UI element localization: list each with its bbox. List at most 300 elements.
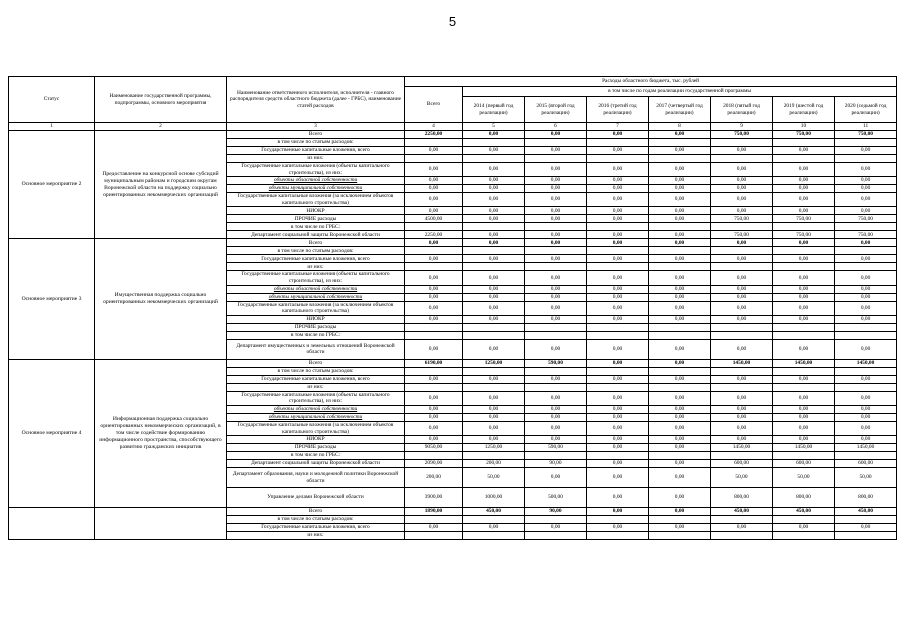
value-cell: 90,00	[525, 460, 587, 468]
value-cell: 0,00	[525, 131, 587, 139]
value-cell: 0,00	[525, 215, 587, 223]
value-cell: 0,00	[463, 301, 525, 315]
expense-label-cell: Всего	[227, 239, 405, 247]
value-cell: 750,00	[711, 215, 773, 223]
value-cell: 0,00	[835, 193, 897, 207]
value-cell: 50,00	[463, 468, 525, 488]
value-cell: 0,00	[711, 239, 773, 247]
value-cell: 450,00	[773, 508, 835, 516]
value-cell: 0,00	[649, 271, 711, 285]
value-cell: 0,00	[463, 177, 525, 185]
value-cell	[773, 155, 835, 163]
value-cell: 0,00	[587, 147, 649, 155]
value-cell: 0,00	[649, 315, 711, 323]
expense-label-cell: НИОКР	[227, 207, 405, 215]
value-cell: 0,00	[649, 468, 711, 488]
value-cell: 0,00	[463, 193, 525, 207]
expense-label-cell: объекты муниципальной собственности	[227, 185, 405, 193]
value-cell: 0,00	[711, 375, 773, 383]
header-total: Всего	[405, 87, 463, 123]
value-cell: 0,00	[711, 177, 773, 185]
value-cell	[463, 452, 525, 460]
column-number: 11	[835, 123, 897, 131]
column-number: 7	[587, 123, 649, 131]
value-cell	[463, 155, 525, 163]
value-cell	[405, 367, 463, 375]
value-cell: 0,00	[773, 147, 835, 155]
value-cell: 1250,00	[463, 359, 525, 367]
value-cell	[525, 247, 587, 255]
value-cell: 0,00	[711, 391, 773, 405]
value-cell: 0,00	[525, 285, 587, 293]
value-cell: 0,00	[773, 193, 835, 207]
value-cell	[773, 139, 835, 147]
value-cell: 0,00	[525, 436, 587, 444]
value-cell	[711, 139, 773, 147]
value-cell	[463, 367, 525, 375]
value-cell: 0,00	[649, 293, 711, 301]
status-cell	[9, 508, 95, 540]
value-cell: 0,00	[587, 177, 649, 185]
value-cell	[405, 323, 463, 331]
value-cell: 0,00	[649, 239, 711, 247]
value-cell	[405, 452, 463, 460]
value-cell	[587, 516, 649, 524]
value-cell: 0,00	[587, 524, 649, 532]
value-cell	[649, 155, 711, 163]
value-cell: 0,00	[711, 163, 773, 177]
value-cell: 0,00	[649, 163, 711, 177]
value-cell: 600,00	[711, 460, 773, 468]
value-cell: 0,00	[587, 468, 649, 488]
value-cell: 0,00	[711, 193, 773, 207]
value-cell: 0,00	[835, 391, 897, 405]
value-cell: 0,00	[525, 147, 587, 155]
value-cell	[711, 383, 773, 391]
value-cell: 0,00	[649, 405, 711, 413]
header-year: 2017 (четвертый год реализации)	[649, 97, 711, 123]
value-cell: 0,00	[835, 315, 897, 323]
column-number: 3	[227, 123, 405, 131]
value-cell	[649, 516, 711, 524]
value-cell: 0,00	[463, 255, 525, 263]
expense-label-cell: объекты областной собственности	[227, 285, 405, 293]
value-cell: 0,00	[405, 285, 463, 293]
value-cell: 0,00	[405, 177, 463, 185]
value-cell	[405, 263, 463, 271]
value-cell: 800,00	[711, 488, 773, 508]
value-cell: 0,00	[835, 177, 897, 185]
expense-label-cell: объекты областной собственности	[227, 405, 405, 413]
value-cell: 0,00	[649, 285, 711, 293]
value-cell: 0,00	[405, 301, 463, 315]
value-cell: 0,00	[773, 339, 835, 359]
value-cell: 1450,00	[773, 444, 835, 452]
table-row	[9, 239, 897, 247]
value-cell	[587, 367, 649, 375]
value-cell	[835, 331, 897, 339]
value-cell: 0,00	[649, 436, 711, 444]
value-cell: 0,00	[463, 271, 525, 285]
value-cell	[587, 247, 649, 255]
value-cell: 3900,00	[405, 488, 463, 508]
value-cell	[649, 383, 711, 391]
program-cell: Имущественная поддержка социально ориентированных некоммерческих организаций	[95, 239, 227, 359]
value-cell	[649, 247, 711, 255]
value-cell: 0,00	[649, 375, 711, 383]
value-cell	[525, 532, 587, 540]
header-executor: Наименование ответственного исполнителя, исполнителя - главного распорядителя средств областного бюджета (далее - ГРБС), наименование статей расходов	[227, 77, 405, 123]
value-cell	[835, 223, 897, 231]
value-cell	[463, 383, 525, 391]
value-cell	[405, 331, 463, 339]
expense-label-cell: Государственные капитальные вложения (за исключением объектов капитального строительства)	[227, 193, 405, 207]
value-cell: 0,00	[835, 524, 897, 532]
expense-label-cell: НИОКР	[227, 436, 405, 444]
value-cell	[773, 223, 835, 231]
value-cell: 0,00	[587, 488, 649, 508]
expense-label-cell: из них:	[227, 383, 405, 391]
value-cell: 0,00	[587, 413, 649, 421]
value-cell	[711, 155, 773, 163]
value-cell: 9050,00	[405, 444, 463, 452]
value-cell	[587, 323, 649, 331]
expense-label-cell: Всего	[227, 508, 405, 516]
value-cell: 0,00	[405, 271, 463, 285]
expense-label-cell: в том числе по ГРБС:	[227, 223, 405, 231]
value-cell: 0,00	[711, 339, 773, 359]
value-cell	[463, 532, 525, 540]
value-cell: 0,00	[525, 239, 587, 247]
value-cell	[525, 155, 587, 163]
value-cell: 0,00	[463, 163, 525, 177]
value-cell: 0,00	[405, 339, 463, 359]
value-cell: 0,00	[773, 391, 835, 405]
value-cell: 0,00	[711, 524, 773, 532]
expense-label-cell: Всего	[227, 131, 405, 139]
header-year: 2018 (пятый год реализации)	[711, 97, 773, 123]
value-cell: 0,00	[711, 271, 773, 285]
value-cell: 0,00	[587, 391, 649, 405]
value-cell: 0,00	[773, 185, 835, 193]
column-number: 6	[525, 123, 587, 131]
value-cell: 0,00	[711, 293, 773, 301]
header-status: Статус	[9, 77, 95, 123]
value-cell: 0,00	[405, 315, 463, 323]
value-cell: 1450,00	[835, 359, 897, 367]
value-cell: 0,00	[405, 375, 463, 383]
value-cell: 750,00	[835, 215, 897, 223]
value-cell: 0,00	[587, 193, 649, 207]
value-cell: 0,00	[587, 359, 649, 367]
value-cell: 450,00	[835, 508, 897, 516]
expense-label-cell: Всего	[227, 359, 405, 367]
value-cell: 0,00	[835, 293, 897, 301]
value-cell: 0,00	[463, 207, 525, 215]
value-cell: 0,00	[525, 405, 587, 413]
value-cell: 2250,00	[405, 231, 463, 239]
value-cell	[463, 247, 525, 255]
value-cell: 2090,00	[405, 460, 463, 468]
column-number: 1	[9, 123, 95, 131]
table-row	[9, 359, 897, 367]
value-cell: 0,00	[835, 185, 897, 193]
value-cell: 750,00	[773, 215, 835, 223]
value-cell: 0,00	[405, 239, 463, 247]
value-cell: 0,00	[835, 239, 897, 247]
page-number: 5	[448, 14, 457, 29]
expense-label-cell: НИОКР	[227, 315, 405, 323]
value-cell	[525, 223, 587, 231]
expense-label-cell: Департамент образования, науки и молодежной политики Воронежской области	[227, 468, 405, 488]
value-cell	[835, 383, 897, 391]
value-cell: 0,00	[587, 421, 649, 435]
value-cell: 1450,00	[773, 359, 835, 367]
value-cell	[773, 452, 835, 460]
value-cell: 750,00	[711, 231, 773, 239]
expense-label-cell: Государственные капитальные вложения (объекты капитального строительства), из них:	[227, 163, 405, 177]
value-cell	[711, 263, 773, 271]
value-cell: 0,00	[525, 391, 587, 405]
expense-label-cell: Государственные капитальные вложения, всего	[227, 524, 405, 532]
value-cell: 0,00	[587, 339, 649, 359]
value-cell: 0,00	[525, 163, 587, 177]
value-cell: 0,00	[525, 301, 587, 315]
value-cell: 0,00	[711, 255, 773, 263]
value-cell: 0,00	[649, 193, 711, 207]
value-cell: 0,00	[405, 185, 463, 193]
value-cell: 0,00	[835, 421, 897, 435]
header-year: 2014 (первый год реализации)	[463, 97, 525, 123]
value-cell: 0,00	[773, 315, 835, 323]
value-cell: 6190,00	[405, 359, 463, 367]
value-cell	[649, 263, 711, 271]
value-cell: 1450,00	[711, 359, 773, 367]
value-cell	[463, 139, 525, 147]
value-cell: 600,00	[835, 460, 897, 468]
value-cell: 0,00	[405, 436, 463, 444]
value-cell: 750,00	[835, 231, 897, 239]
value-cell: 0,00	[463, 405, 525, 413]
column-number: 8	[649, 123, 711, 131]
value-cell: 0,00	[463, 215, 525, 223]
value-cell: 0,00	[525, 468, 587, 488]
value-cell	[773, 331, 835, 339]
value-cell: 0,00	[773, 177, 835, 185]
value-cell: 0,00	[587, 185, 649, 193]
value-cell: 750,00	[773, 131, 835, 139]
value-cell: 0,00	[711, 207, 773, 215]
value-cell: 0,00	[587, 285, 649, 293]
column-number: 10	[773, 123, 835, 131]
value-cell	[835, 452, 897, 460]
value-cell: 600,00	[773, 460, 835, 468]
value-cell: 90,00	[525, 508, 587, 516]
value-cell: 0,00	[525, 193, 587, 207]
table-row	[9, 131, 897, 139]
table-header	[9, 77, 897, 131]
value-cell	[405, 139, 463, 147]
status-cell: Основное мероприятие 3	[9, 239, 95, 359]
value-cell: 0,00	[587, 375, 649, 383]
value-cell: 0,00	[649, 359, 711, 367]
value-cell	[649, 331, 711, 339]
expense-label-cell: Государственные капитальные вложения, всего	[227, 375, 405, 383]
value-cell: 0,00	[649, 207, 711, 215]
value-cell	[587, 452, 649, 460]
value-cell: 0,00	[835, 147, 897, 155]
value-cell	[525, 383, 587, 391]
value-cell	[649, 323, 711, 331]
value-cell: 500,00	[525, 488, 587, 508]
value-cell: 0,00	[463, 293, 525, 301]
value-cell: 0,00	[649, 339, 711, 359]
expense-label-cell: из них:	[227, 155, 405, 163]
value-cell	[405, 223, 463, 231]
value-cell	[835, 516, 897, 524]
table-body	[9, 131, 897, 540]
value-cell: 0,00	[711, 405, 773, 413]
value-cell: 0,00	[587, 255, 649, 263]
value-cell	[711, 516, 773, 524]
value-cell: 200,00	[463, 460, 525, 468]
value-cell: 0,00	[463, 285, 525, 293]
header-year: 2019 (шестой год реализации)	[773, 97, 835, 123]
value-cell: 450,00	[463, 508, 525, 516]
value-cell: 0,00	[649, 524, 711, 532]
expense-label-cell: ПРОЧИЕ расходы	[227, 323, 405, 331]
value-cell: 0,00	[835, 375, 897, 383]
value-cell: 0,00	[463, 391, 525, 405]
value-cell: 0,00	[711, 301, 773, 315]
value-cell: 0,00	[587, 271, 649, 285]
value-cell: 0,00	[587, 436, 649, 444]
value-cell: 0,00	[587, 293, 649, 301]
value-cell: 0,00	[773, 207, 835, 215]
expense-label-cell: объекты муниципальной собственности	[227, 413, 405, 421]
value-cell: 0,00	[773, 413, 835, 421]
value-cell: 0,00	[773, 239, 835, 247]
value-cell: 0,00	[711, 315, 773, 323]
value-cell	[835, 155, 897, 163]
header-year: 2016 (третий год реализации)	[587, 97, 649, 123]
value-cell: 0,00	[649, 508, 711, 516]
table-row	[9, 508, 897, 516]
expense-label-cell: Департамент социальной защиты Воронежской области	[227, 460, 405, 468]
expense-label-cell: в том числе по статьям расходов:	[227, 139, 405, 147]
expense-label-cell: в том числе по статьям расходов:	[227, 516, 405, 524]
expense-label-cell: Государственные капитальные вложения, всего	[227, 255, 405, 263]
value-cell: 0,00	[405, 163, 463, 177]
expense-label-cell: Государственные капитальные вложения, всего	[227, 147, 405, 155]
value-cell: 0,00	[463, 315, 525, 323]
expense-label-cell: Департамент имущественных и земельных отношений Воронежской области	[227, 339, 405, 359]
value-cell: 0,00	[525, 177, 587, 185]
value-cell	[525, 139, 587, 147]
value-cell: 0,00	[587, 405, 649, 413]
value-cell: 0,00	[405, 524, 463, 532]
value-cell: 0,00	[525, 421, 587, 435]
value-cell: 0,00	[773, 524, 835, 532]
value-cell: 0,00	[649, 231, 711, 239]
value-cell	[649, 139, 711, 147]
value-cell: 0,00	[463, 413, 525, 421]
value-cell: 0,00	[405, 193, 463, 207]
expense-label-cell: объекты муниципальной собственности	[227, 293, 405, 301]
value-cell: 0,00	[405, 405, 463, 413]
value-cell: 0,00	[835, 255, 897, 263]
value-cell	[649, 532, 711, 540]
value-cell: 0,00	[711, 421, 773, 435]
value-cell: 750,00	[773, 231, 835, 239]
value-cell	[835, 247, 897, 255]
value-cell: 0,00	[835, 207, 897, 215]
value-cell: 0,00	[463, 231, 525, 239]
expense-label-cell: ПРОЧИЕ расходы	[227, 215, 405, 223]
value-cell: 0,00	[649, 421, 711, 435]
value-cell	[711, 247, 773, 255]
value-cell	[835, 367, 897, 375]
value-cell: 0,00	[649, 185, 711, 193]
value-cell: 0,00	[463, 185, 525, 193]
value-cell	[773, 367, 835, 375]
value-cell: 0,00	[463, 131, 525, 139]
expense-label-cell: в том числе по статьям расходов:	[227, 247, 405, 255]
value-cell	[525, 331, 587, 339]
value-cell: 0,00	[463, 239, 525, 247]
value-cell	[711, 452, 773, 460]
value-cell	[649, 223, 711, 231]
value-cell: 0,00	[773, 405, 835, 413]
expense-label-cell: Государственные капитальные вложения (объекты капитального строительства), из них:	[227, 391, 405, 405]
value-cell	[463, 331, 525, 339]
expense-label-cell: в том числе по ГРБС:	[227, 331, 405, 339]
value-cell: 0,00	[649, 301, 711, 315]
column-number: 5	[463, 123, 525, 131]
value-cell	[587, 383, 649, 391]
value-cell: 0,00	[587, 508, 649, 516]
expense-label-cell: в том числе по ГРБС:	[227, 452, 405, 460]
value-cell: 0,00	[525, 185, 587, 193]
value-cell: 0,00	[525, 231, 587, 239]
header-by-years: в том числе по годам реализации государственной программы	[463, 87, 897, 97]
value-cell: 0,00	[405, 147, 463, 155]
value-cell: 0,00	[587, 163, 649, 177]
value-cell: 750,00	[835, 131, 897, 139]
value-cell	[587, 139, 649, 147]
value-cell	[711, 367, 773, 375]
value-cell	[773, 532, 835, 540]
value-cell: 0,00	[649, 177, 711, 185]
header-program: Наименование государственной программы, подпрограммы, основного мероприятия	[95, 77, 227, 123]
header-budget-title: Расходы областного бюджета, тыс. рублей	[405, 77, 897, 87]
value-cell	[711, 223, 773, 231]
value-cell: 0,00	[773, 375, 835, 383]
expense-label-cell: Государственные капитальные вложения (за исключением объектов капитального строительства)	[227, 421, 405, 435]
expense-label-cell: Государственные капитальные вложения (объекты капитального строительства), из них:	[227, 271, 405, 285]
value-cell	[525, 323, 587, 331]
value-cell: 0,00	[835, 339, 897, 359]
value-cell: 1250,00	[463, 444, 525, 452]
value-cell	[405, 383, 463, 391]
value-cell: 450,00	[711, 508, 773, 516]
header-year: 2015 (второй год реализации)	[525, 97, 587, 123]
expense-label-cell: из них:	[227, 263, 405, 271]
expense-label-cell: в том числе по статьям расходов:	[227, 367, 405, 375]
status-cell: Основное мероприятие 4	[9, 359, 95, 507]
status-cell: Основное мероприятие 2	[9, 131, 95, 239]
value-cell: 750,00	[711, 131, 773, 139]
